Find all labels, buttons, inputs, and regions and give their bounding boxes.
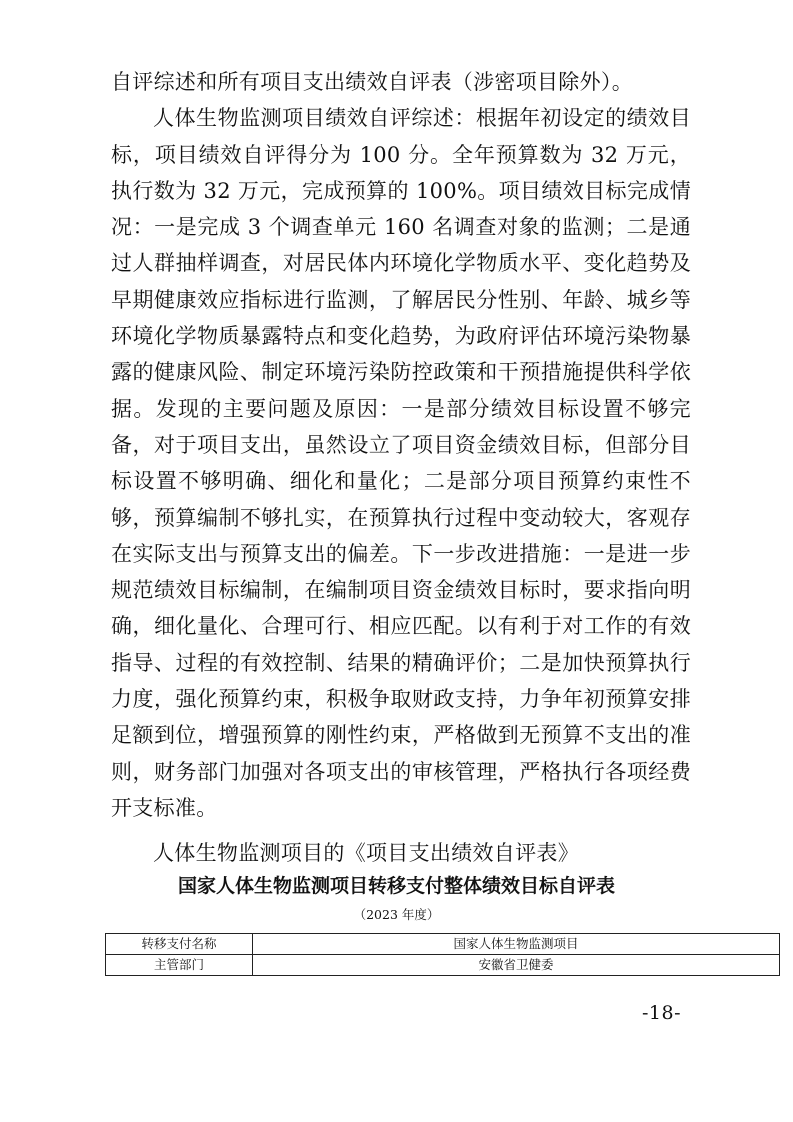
row-label: 主管部门 <box>106 955 253 976</box>
body-text <box>111 64 691 826</box>
row-value: 安徽省卫健委 <box>253 955 780 976</box>
table-row <box>106 955 780 976</box>
paragraph-intro: 自评综述和所有项目支出绩效自评表（涉密项目除外）。 <box>111 70 633 94</box>
row-label: 转移支付名称 <box>106 934 253 955</box>
table-title: 国家人体生物监测项目转移支付整体绩效目标自评表 <box>177 875 615 897</box>
table-caption: 人体生物监测项目的《项目支出绩效自评表》 <box>153 841 579 865</box>
row-value: 国家人体生物监测项目 <box>253 934 780 955</box>
table-year: （2023 年度） <box>353 907 440 922</box>
table-row <box>106 934 780 955</box>
page-number: -18- <box>642 1002 682 1024</box>
evaluation-table <box>105 933 780 976</box>
paragraph-self-evaluation-summary: 人体生物监测项目绩效自评综述：根据年初设定的绩效目标，项目绩效自评得分为 100 分。全年预算数为 32 万元，执行数为 32 万元，完成预算的 100%。项目绩效目标完成情况：一是完成 3 个调查单元 160 名调查对象的监测；二是通过人群抽样调查，对居民体内环境化学物质水平、变化趋势及早期健康效应指标进行监测，了解居民分性别、年龄、城乡等环境化学物质暴露特点和变化趋势，为政府评估环境污染物暴露的健康风险、制定环境污染防控政策和干预措施提供科学依据。发现的主要问题及原因：一是部分绩效目标设置不够完备，对于项目支出，虽然设立了项目资金绩效目标，但部分目标设置不够明确、细化和量化；二是部分项目预算约束性不够，预算编制不够扎实，在预算执行过程中变动较大，客观存在实际支出与预算支出的偏差。下一步改进措施：一是进一步规范绩效目标编制，在编制项目资金绩效目标时，要求指向明确，细化量化、合理可行、相应匹配。以有利于对工作的有效指导、过程的有效控制、结果的精确评价；二是加快预算执行力度，强化预算约束，积极争取财政支持，力争年初预算安排足额到位，增强预算的刚性约束，严格做到无预算不支出的准则，财务部门加强对各项支出的审核管理，严格执行各项经费开支标准。 <box>111 106 691 820</box>
